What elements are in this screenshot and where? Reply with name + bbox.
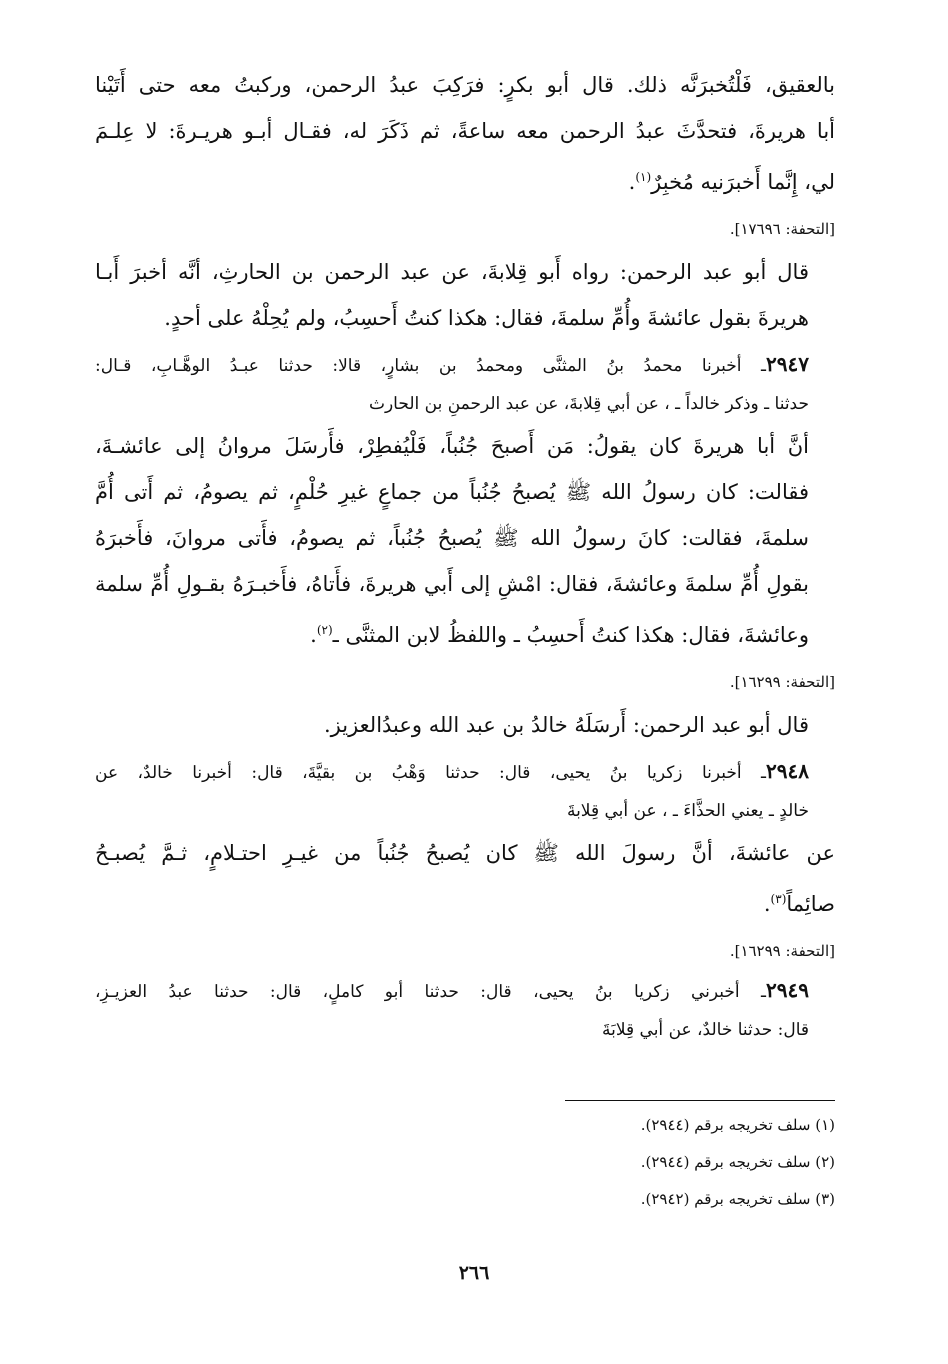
paragraph-2	[95, 249, 835, 341]
text-segment: لي، إِنَّما أَخبرَنيه مُخبِرٌ	[651, 170, 835, 194]
text-segment: وعائشةَ، فقال: هكذا كنتُ أَحسِبُ ـ واللفظُ لابن المثنَّى ـ	[332, 623, 809, 647]
tuhfa-reference: [التحفة: ١٦٢٩٩].	[729, 673, 835, 691]
text-line: هريرةَ بقول عائشةَ وأُمِّ سلمةَ، فقال: هكذا كنتُ أَحسِبُ، ولم يُحِلْهُ على أحدٍ.	[164, 306, 809, 330]
paragraph-1	[95, 62, 835, 205]
hadith-2949-header	[95, 971, 835, 1049]
text-line: قال أبو عبد الرحمن: أَرسَلَهُ خالدُ بن عبد الله وعبدُالعزيز.	[323, 713, 809, 737]
text-line: فقالت: كان رسولُ الله ﷺ يُصبحُ جُنُباً من جماعٍ غيرِ حُلْمٍ، ثم يصومُ، ثم أَتى أُمَّ	[95, 480, 809, 504]
text-line	[95, 752, 809, 792]
hadith-number: ٢٩٤٧	[766, 352, 809, 376]
footnote: (١) سلف تخريجه برقم (٢٩٤٤).	[640, 1116, 835, 1134]
text-line: أنَّ أبا هريرةَ كان يقولُ: مَن أَصبحَ جُنُباً، فَلْيُفطِرْ، فأَرسَلَ مروانُ إلى عائشـةَ،	[95, 434, 809, 458]
footnote: (٣) سلف تخريجه برقم (٢٩٤٢).	[640, 1190, 835, 1208]
hadith-2948-header	[95, 752, 835, 830]
paragraph-4	[95, 702, 835, 748]
footnote-marker[interactable]: (١)	[635, 170, 652, 184]
text-segment: .	[310, 623, 317, 647]
page-number: ٢٦٦	[458, 1262, 490, 1284]
hadith-number: ٢٩٤٨	[766, 759, 809, 783]
text-line: خالدٍ ـ يعني الحذَّاءَ ـ ، عن أبي قِلابةَ	[566, 801, 809, 821]
tuhfa-reference: [التحفة: ١٦٢٩٩].	[729, 942, 835, 960]
text-segment: ـ أخبرنا محمدُ بنُ المثنَّى ومحمدُ بن بشارٍ، قالا: حدثنا عبـدُ الوهَّـابِ، قـال:	[95, 356, 767, 376]
text-line: قال: حدثنا خالدٌ، عن أبي قِلابَةَ	[602, 1020, 809, 1040]
text-line	[95, 154, 835, 205]
text-line	[95, 607, 809, 658]
text-line: بالعقيق، فَلْتُخبرَنَّه ذلك. قال أبو بكرٍ: فرَكِبَ عبدُ الرحمن، وركبتُ معه حتى أَتَيْنا	[95, 73, 835, 97]
footnote: (٢) سلف تخريجه برقم (٢٩٤٤).	[640, 1153, 835, 1171]
tuhfa-reference: [التحفة: ١٧٦٩٦].	[729, 220, 835, 238]
hadith-2947-header	[95, 345, 835, 423]
text-line: سلمةَ، فقالت: كانَ رسولُ الله ﷺ يُصبحُ جُنُباً، ثم يصومُ، فأَتى مروانَ، فأَخبرَهُ	[95, 526, 809, 550]
footnote-marker[interactable]: (٢)	[316, 623, 333, 637]
paragraph-3	[95, 423, 835, 658]
text-segment: .	[628, 170, 636, 194]
text-segment: ـ أخبرنا زكريا بنُ يحيى، قال: حدثنا وَهْبُ بن بقيَّةَ، قال: أخبرنا خالدٌ، عن	[95, 763, 767, 783]
text-line: قال أبو عبد الرحمن: رواه أَبو قِلابةَ، عن عبد الرحمن بن الحارثِ، أنَّه أخبرَ أَبـا	[95, 260, 809, 284]
hadith-number: ٢٩٤٩	[766, 978, 809, 1002]
footnotes	[565, 1100, 835, 1218]
text-line	[95, 971, 809, 1011]
text-line	[95, 876, 835, 927]
paragraph-5	[95, 830, 835, 927]
text-segment: صائِماً	[786, 892, 835, 916]
text-line: بقولِ أُمِّ سلمةَ وعائشةَ، فقال: امْشِ إلى أَبي هريرةَ، فأَتاهُ، فأَخبـرَهُ بقـولِ أُمِّ سلمة	[95, 572, 809, 596]
page-body	[95, 62, 835, 1049]
footnote-marker[interactable]: (٣)	[770, 892, 787, 906]
text-line: عن عائشةَ، أنَّ رسولَ الله ﷺ كان يُصبحُ جُنُباً من غيـرِ احتـلامٍ، ثـمَّ يُصبـحُ	[95, 841, 835, 865]
text-segment: .	[763, 892, 771, 916]
text-line: أبا هريرةَ، فتحدَّثَ عبدُ الرحمن معه ساعةً، ثم ذَكَرَ له، فقـال أبـو هريـرةَ: لا عِلـمَ	[95, 119, 835, 143]
text-line	[95, 345, 809, 385]
text-segment: ـ أخبرني زكريا بنُ يحيى، قال: حدثنا أبو كاملٍ، قال: حدثنا عبدُ العزيـزِ،	[95, 982, 767, 1002]
text-line: حدثنا ـ وذكر خالداً ـ ، عن أبي قِلابةَ، عن عبد الرحمنِ بن الحارث	[368, 394, 809, 414]
